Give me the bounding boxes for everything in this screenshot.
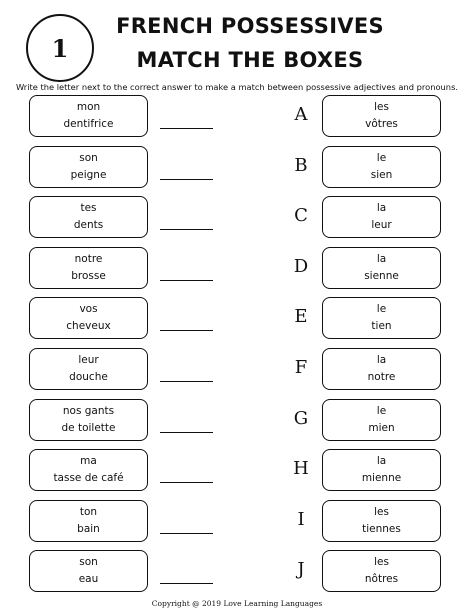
- adjective-text: brosse: [71, 269, 106, 282]
- possessive-pronoun-box: [322, 399, 441, 441]
- answer-blank[interactable]: [160, 482, 213, 483]
- answer-blank[interactable]: [160, 583, 213, 584]
- possessive-adjective-box: [29, 297, 148, 339]
- answer-letter: E: [294, 306, 308, 328]
- pronoun-text: notre: [367, 371, 396, 383]
- pronoun-text: les: [374, 505, 389, 518]
- adjective-text: mon: [76, 101, 101, 113]
- answer-letter: J: [297, 559, 305, 581]
- adjective-text: tasse de café: [53, 472, 124, 485]
- adjective-text: leur: [78, 354, 99, 366]
- pronoun-text: les: [374, 101, 389, 113]
- adjective-text: dentifrice: [63, 118, 114, 130]
- pronoun-text: nôtres: [364, 573, 399, 586]
- possessive-adjective-box: [29, 196, 148, 238]
- pronoun-text: leur: [371, 219, 392, 232]
- possessive-adjective-box: [29, 348, 148, 390]
- pronoun-text: sien: [370, 168, 393, 181]
- adjective-text: peigne: [70, 168, 107, 181]
- adjective-text: nos gants: [62, 404, 115, 417]
- possessive-pronoun-box: [322, 95, 441, 137]
- possessive-pronoun-box: [322, 500, 441, 542]
- possessive-adjective-box: [29, 550, 148, 592]
- possessive-adjective-box: [29, 247, 148, 289]
- possessive-adjective-box: [29, 95, 148, 137]
- possessive-adjective-box: [29, 449, 148, 491]
- pronoun-text: vôtres: [365, 118, 398, 130]
- adjective-text: ma: [80, 455, 97, 468]
- adjective-text: son: [79, 556, 98, 569]
- adjective-text: notre: [74, 252, 103, 265]
- pronoun-text: mien: [368, 421, 395, 434]
- answer-blank[interactable]: [160, 280, 213, 281]
- answer-blank[interactable]: [160, 381, 213, 382]
- pronoun-text: la: [376, 252, 387, 265]
- answer-blank[interactable]: [160, 533, 213, 534]
- worksheet-number: 1: [51, 33, 69, 63]
- adjective-text: cheveux: [66, 320, 111, 333]
- pronoun-text: le: [376, 151, 387, 164]
- copyright-notice: Copyright @ 2019 Love Learning Languages: [151, 599, 323, 608]
- answer-letter: B: [294, 154, 308, 176]
- possessive-adjective-box: [29, 146, 148, 188]
- pronoun-text: tien: [371, 320, 392, 333]
- title-line-1: FRENCH POSSESSIVES: [116, 14, 384, 38]
- answer-letter: H: [293, 458, 309, 480]
- pronoun-text: la: [376, 202, 387, 215]
- possessive-pronoun-box: [322, 146, 441, 188]
- adjective-text: dents: [73, 219, 104, 232]
- possessive-adjective-box: [29, 500, 148, 542]
- possessive-pronoun-box: [322, 348, 441, 390]
- possessive-adjective-box: [29, 399, 148, 441]
- adjective-text: vos: [79, 303, 98, 316]
- answer-blank[interactable]: [160, 229, 213, 230]
- answer-letter: A: [294, 104, 308, 125]
- possessive-pronoun-box: [322, 449, 441, 491]
- possessive-pronoun-box: [322, 297, 441, 339]
- adjective-text: ton: [79, 505, 98, 518]
- adjective-text: douche: [69, 371, 108, 383]
- answer-blank[interactable]: [160, 432, 213, 433]
- answer-blank[interactable]: [160, 179, 213, 180]
- title-line-2: MATCH THE BOXES: [136, 48, 364, 72]
- adjective-text: tes: [80, 202, 97, 215]
- adjective-text: de toilette: [61, 421, 116, 434]
- answer-blank[interactable]: [160, 330, 213, 331]
- adjective-text: son: [79, 151, 98, 164]
- answer-letter: I: [297, 508, 305, 530]
- pronoun-text: le: [376, 303, 387, 316]
- pronoun-text: tiennes: [362, 522, 401, 535]
- possessive-pronoun-box: [322, 196, 441, 238]
- pronoun-text: mienne: [361, 472, 402, 485]
- adjective-text: eau: [78, 573, 99, 586]
- pronoun-text: le: [376, 404, 387, 417]
- pronoun-text: la: [376, 455, 387, 468]
- worksheet-number-badge: [26, 14, 94, 82]
- possessive-pronoun-box: [322, 550, 441, 592]
- adjective-text: bain: [77, 522, 100, 535]
- answer-blank[interactable]: [160, 128, 213, 129]
- possessive-pronoun-box: [322, 247, 441, 289]
- pronoun-text: les: [374, 556, 389, 569]
- pronoun-text: la: [376, 354, 387, 366]
- instructions: Write the letter next to the correct answer to make a match between possessive adjectives and pronouns.: [15, 82, 459, 92]
- answer-letter: D: [293, 255, 309, 277]
- answer-letter: G: [293, 407, 309, 429]
- answer-letter: C: [294, 205, 308, 227]
- pronoun-text: sienne: [364, 269, 399, 282]
- answer-letter: F: [294, 357, 308, 378]
